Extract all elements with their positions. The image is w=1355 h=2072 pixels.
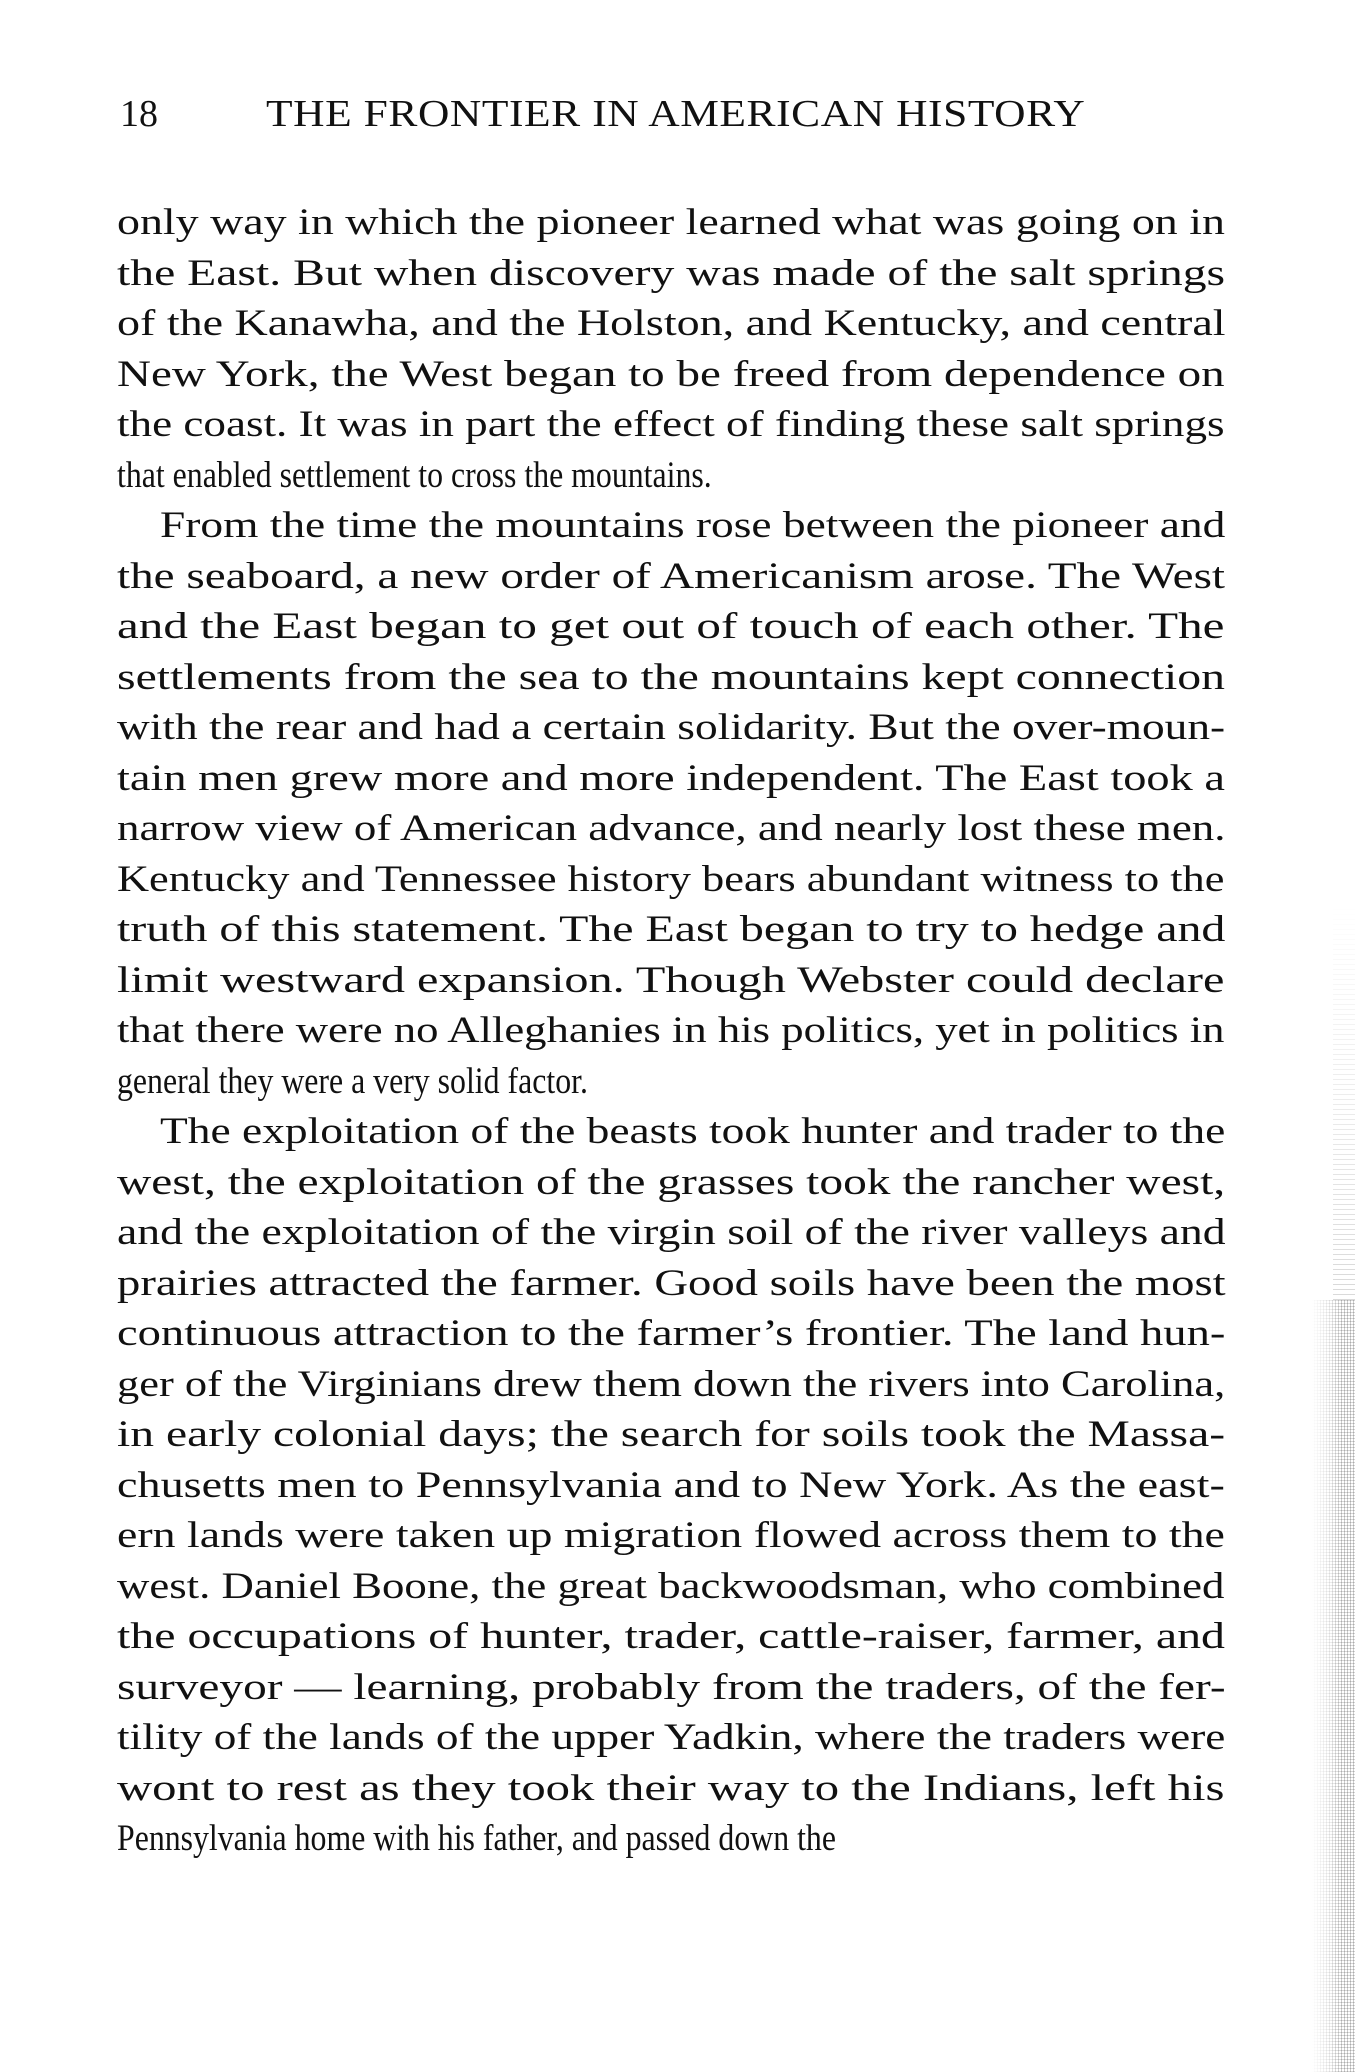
text-line: the seaboard, a new order of Americanism arose. The West [117, 555, 1226, 597]
text-line: The exploitation of the beasts took hunter and trader to the [160, 1111, 1226, 1152]
text-line: and the East began to get out of touch of each other. The [117, 606, 1225, 647]
text-line: in early colonial days; the search for soils took the Massa- [117, 1414, 1226, 1455]
text-line: west. Daniel Boone, the great backwoodsman, who combined [117, 1565, 1225, 1607]
text-line: wont to rest as they took their way to the Indians, left his [117, 1767, 1225, 1809]
text-line: west, the exploitation of the grasses took the rancher west, [117, 1161, 1226, 1203]
text-line: that there were no Alleghanies in his politics, yet in politics in [117, 1010, 1225, 1051]
running-title: THE FRONTIER IN AMERICAN HISTORY [266, 93, 1086, 135]
scan-edge-shadow [1333, 900, 1355, 1300]
text-line: ern lands were taken up migration flowed across them to the [117, 1515, 1225, 1556]
text-line: Pennsylvania home with his father, and passed down the [117, 1818, 836, 1859]
text-line: and the exploitation of the virgin soil of the river valleys and [117, 1212, 1226, 1253]
text-line: ger of the Virginians drew them down the rivers into Carolina, [117, 1363, 1226, 1405]
text-line: only way in which the pioneer learned what was going on in [117, 202, 1225, 243]
scan-edge-shadow [1311, 1300, 1355, 2072]
text-line: narrow view of American advance, and nearly lost these men. [117, 808, 1226, 849]
text-line: New York, the West began to be freed from dependence on [117, 353, 1225, 395]
text-line: that enabled settlement to cross the mountains. [117, 454, 712, 496]
text-line: the coast. It was in part the effect of finding these salt springs [117, 404, 1225, 445]
text-line: of the Kanawha, and the Holston, and Kentucky, and central [117, 303, 1226, 344]
text-line: tain men grew more and more independent. The East took a [117, 757, 1225, 799]
text-line: chusetts men to Pennsylvania and to New York. As the east- [117, 1464, 1225, 1506]
text-line: with the rear and had a certain solidarity. But the over-moun- [117, 707, 1226, 748]
page-number: 18 [120, 93, 158, 135]
text-line: tility of the lands of the upper Yadkin, where the traders were [117, 1717, 1226, 1758]
text-line: the East. But when discovery was made of the salt springs [117, 252, 1226, 294]
text-line: settlements from the sea to the mountains kept connection [117, 656, 1226, 698]
text-line: prairies attracted the farmer. Good soils have been the most [117, 1262, 1226, 1304]
text-line: the occupations of hunter, trader, cattle-raiser, farmer, and [117, 1616, 1225, 1657]
text-line: From the time the mountains rose between the pioneer and [160, 505, 1226, 546]
text-line: general they were a very solid factor. [117, 1060, 588, 1102]
text-line: continuous attraction to the farmer’s frontier. The land hun- [117, 1313, 1226, 1354]
text-line: Kentucky and Tennessee history bears abundant witness to the [117, 858, 1225, 900]
text-line: truth of this statement. The East began to try to hedge and [117, 909, 1226, 950]
text-line: surveyor — learning, probably from the traders, of the fer- [117, 1666, 1226, 1708]
text-line: limit westward expansion. Though Webster could declare [117, 959, 1225, 1001]
